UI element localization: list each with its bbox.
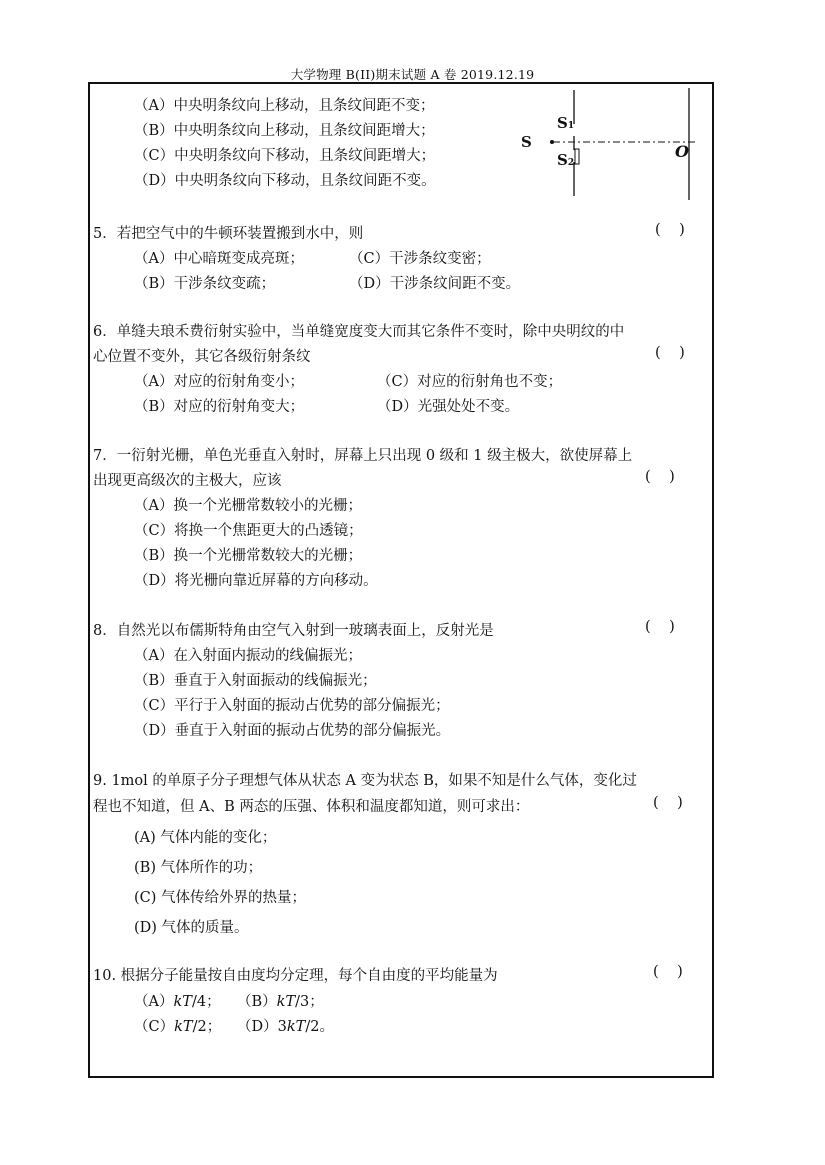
q9-option-b: (B) 气体所作的功；: [134, 860, 263, 876]
q5-option-a: （A）中心暗斑变成亮斑；: [134, 251, 304, 267]
q9-stem-line2: 程也不知道，但 A、B 两态的压强、体积和温度都知道，则可求出：: [93, 799, 530, 815]
q6-option-b: （B）对应的衍射角变大；: [134, 399, 305, 415]
q7-option-c: （C）将换一个焦距更大的凸透镜；: [134, 523, 363, 539]
q4-option-a: （A）中央明条纹向上移动，且条纹间距不变；: [134, 98, 435, 114]
q7-option-d: （D）将光栅向靠近屏幕的方向移动。: [134, 573, 378, 589]
q5-answer-paren[interactable]: ( ): [655, 222, 685, 238]
q6-stem-line1: 6．单缝夫琅禾费衍射实验中，当单缝宽度变大而其它条件不变时，除中央明纹的中: [93, 324, 625, 340]
q7-stem-line1: 7．一衍射光栅，单色光垂直入射时，屏幕上只出现 0 级和 1 级主极大，欲使屏幕上: [93, 448, 633, 464]
center-label: O: [675, 142, 689, 161]
q6-option-c: （C）对应的衍射角也不变；: [377, 374, 563, 390]
exam-header: 大学物理 B(II)期末试题 A 卷 2019.12.19: [290, 67, 535, 82]
double-slit-diagram: [517, 88, 702, 200]
q8-option-b: （B）垂直于入射面振动的线偏振光；: [134, 673, 377, 689]
q5-option-d: （D）干涉条纹间距不变。: [349, 276, 521, 292]
q5-stem: 5．若把空气中的牛顿环装置搬到水中，则: [93, 226, 364, 242]
q9-answer-paren[interactable]: ( ): [653, 795, 683, 811]
q10-option-c: （C）kT/2；: [134, 1019, 222, 1035]
q9-option-d: (D) 气体的质量。: [134, 920, 249, 936]
exam-content-frame: [88, 82, 714, 1078]
q5-option-c: （C）干涉条纹变密；: [349, 251, 491, 267]
q8-stem: 8．自然光以布儒斯特角由空气入射到一玻璃表面上，反射光是: [93, 623, 494, 639]
source-label: S: [521, 133, 532, 151]
q8-option-a: （A）在入射面内振动的线偏振光；: [134, 648, 362, 664]
q7-option-b: （B）换一个光栅常数较大的光栅；: [134, 548, 363, 564]
q8-option-d: （D）垂直于入射面的振动占优势的部分偏振光。: [134, 723, 451, 739]
q5-option-b: （B）干涉条纹变疏；: [134, 276, 276, 292]
q8-option-c: （C）平行于入射面的振动占优势的部分偏振光；: [134, 698, 450, 714]
q9-option-c: (C) 气体传给外界的热量；: [134, 890, 307, 906]
slit2-label: S2: [557, 151, 575, 169]
q10-option-d: （D）3kT/2。: [237, 1019, 334, 1035]
q6-stem-line2: 心位置不变外，其它各级衍射条纹: [93, 349, 311, 365]
q4-option-b: （B）中央明条纹向上移动，且条纹间距增大；: [134, 123, 435, 139]
q7-stem-line2: 出现更高级次的主极大，应该: [93, 473, 282, 489]
q6-answer-paren[interactable]: ( ): [655, 345, 685, 361]
q10-option-b: （B）kT/3；: [237, 994, 324, 1010]
q6-option-a: （A）对应的衍射角变小；: [134, 374, 304, 390]
q6-option-d: （D）光强处处不变。: [377, 399, 520, 415]
slit1-label: S1: [557, 114, 575, 132]
q9-stem-line1: 9. 1mol 的单原子分子理想气体从状态 A 变为状态 B，如果不知是什么气体，变化过: [93, 773, 637, 789]
q7-option-a: （A）换一个光栅常数较小的光栅；: [134, 498, 362, 514]
q9-option-a: (A) 气体内能的变化；: [134, 830, 277, 846]
q4-option-d: （D）中央明条纹向下移动，且条纹间距不变。: [134, 173, 436, 189]
glass-plate: [575, 149, 579, 164]
q10-answer-paren[interactable]: ( ): [653, 964, 683, 980]
q10-stem: 10. 根据分子能量按自由度均分定理，每个自由度的平均能量为: [93, 968, 498, 984]
q7-answer-paren[interactable]: ( ): [645, 469, 675, 485]
source-point: [550, 140, 554, 144]
q8-answer-paren[interactable]: ( ): [645, 619, 675, 635]
q4-option-c: （C）中央明条纹向下移动，且条纹间距增大；: [134, 148, 436, 164]
q10-option-a: （A）kT/4；: [134, 994, 221, 1010]
